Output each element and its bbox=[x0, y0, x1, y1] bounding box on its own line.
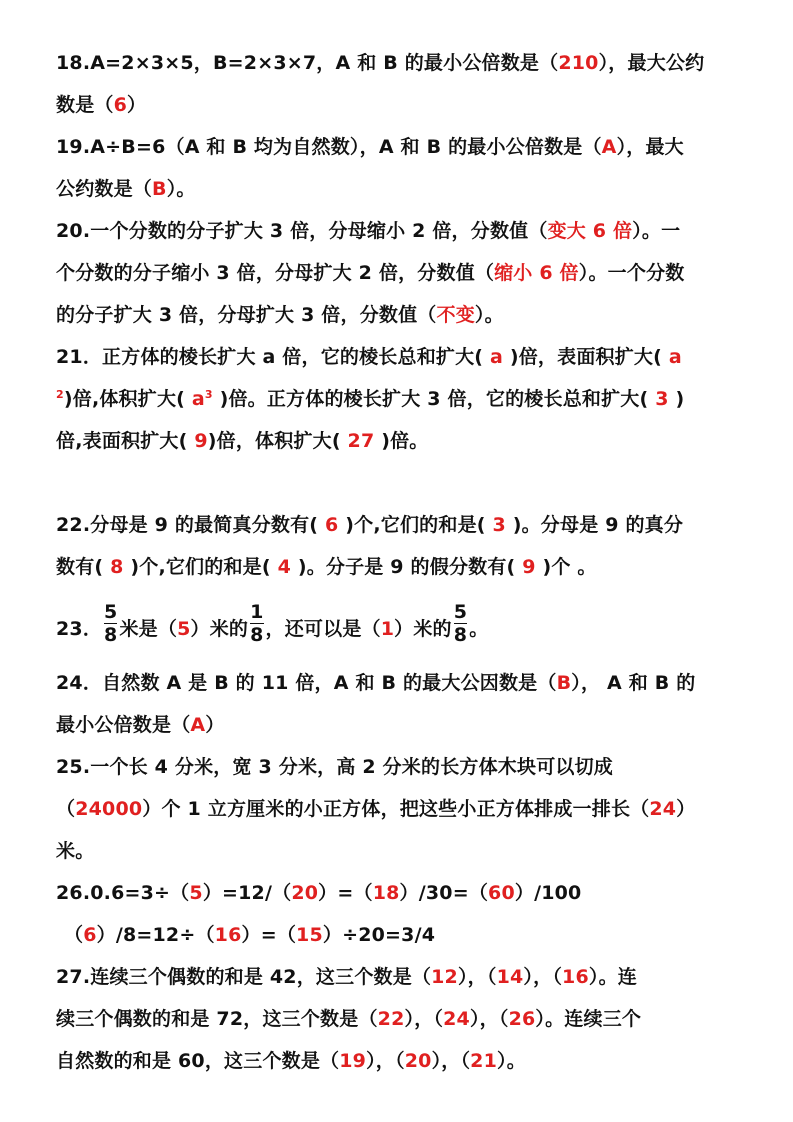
q23-number: 23． bbox=[56, 618, 103, 640]
q22-text: 数有( bbox=[56, 556, 104, 578]
q26-answer-6: 16 bbox=[214, 924, 242, 946]
q19-text: ）。 bbox=[166, 178, 196, 200]
q25-line3 bbox=[56, 830, 746, 872]
q20-answer-2: 缩小 6 倍 bbox=[494, 262, 579, 284]
q23-answer-2: 1 bbox=[380, 618, 395, 640]
q21-text: 21．正方体的棱长扩大 a 倍，它的棱长总和扩大( bbox=[56, 346, 484, 368]
q26-text: ）=（ bbox=[241, 924, 297, 946]
q25-answer-count: 24000 bbox=[75, 798, 143, 820]
q25-text: 米。 bbox=[56, 840, 95, 862]
q18-text: ），最大公约 bbox=[598, 52, 705, 74]
q21-text: )倍,体积扩大( bbox=[63, 388, 186, 410]
q27-text: ），（ bbox=[457, 966, 497, 988]
q26-text: ）/30=（ bbox=[399, 882, 489, 904]
q18-text: ） bbox=[127, 94, 147, 116]
q25-text: ） bbox=[676, 798, 696, 820]
q26-line1 bbox=[56, 872, 746, 914]
q26-answer-2: 20 bbox=[291, 882, 319, 904]
q27-text: ），（ bbox=[366, 1050, 405, 1072]
q27-text: ），（ bbox=[404, 1008, 444, 1030]
q27-text: ）。 bbox=[497, 1050, 526, 1072]
q26-text: ）=（ bbox=[318, 882, 373, 904]
q25-text: （ bbox=[56, 798, 76, 820]
q26-answer-3: 18 bbox=[372, 882, 400, 904]
q26-line2 bbox=[56, 914, 746, 956]
q21-answer-2: a bbox=[662, 346, 682, 368]
q21-text: )倍。 bbox=[381, 430, 429, 452]
q26-text: ）/8=12÷（ bbox=[96, 924, 215, 946]
q22-text: )。分子是 9 的假分数有( bbox=[297, 556, 516, 578]
q21-line3 bbox=[56, 420, 746, 462]
q21-answer-3: $a^3$ bbox=[185, 388, 213, 410]
spacer bbox=[56, 462, 746, 504]
q26-text: ）÷20=3/4 bbox=[322, 924, 436, 946]
q20-line2 bbox=[56, 252, 746, 294]
q25-answer-length: 24 bbox=[649, 798, 677, 820]
q27-text: ），（ bbox=[469, 1008, 509, 1030]
q21-text: )倍。正方体的棱长扩大 3 倍，它的棱长总和扩大( bbox=[212, 388, 649, 410]
q24-line1 bbox=[56, 662, 746, 704]
q27-answer-8: 20 bbox=[404, 1050, 432, 1072]
fraction-1-8 bbox=[250, 602, 263, 645]
q27-line3 bbox=[56, 1040, 746, 1082]
q27-line1 bbox=[56, 956, 746, 998]
q19-line2 bbox=[56, 168, 746, 210]
q23-text: ，还可以是（ bbox=[265, 618, 381, 640]
q24-answer-gcd: B bbox=[556, 672, 572, 694]
q19-answer-gcd: B bbox=[152, 178, 167, 200]
q19-answer-lcm: A bbox=[601, 136, 617, 158]
q27-answer-1: 12 bbox=[431, 966, 458, 988]
q25-line1 bbox=[56, 746, 746, 788]
q20-text: 20.一个分数的分子扩大 3 倍，分母缩小 2 倍，分数值（ bbox=[56, 220, 548, 242]
q22-line2 bbox=[56, 546, 746, 588]
q27-answer-2: 14 bbox=[496, 966, 524, 988]
q21-answer-4: 3 bbox=[648, 388, 676, 410]
q20-line3 bbox=[56, 294, 746, 336]
q23-text: 米是（ bbox=[119, 618, 178, 640]
q27-answer-4: 22 bbox=[377, 1008, 405, 1030]
q20-answer-3: 不变 bbox=[436, 304, 475, 326]
q20-text: ）。一个分数 bbox=[578, 262, 685, 284]
q21-text: 倍,表面积扩大( bbox=[56, 430, 188, 452]
q19-text: 19.A÷B=6（A 和 B 均为自然数），A 和 B 的最小公倍数是（ bbox=[56, 136, 602, 158]
fraction-numerator: 5 bbox=[453, 601, 468, 623]
q24-text: ） bbox=[205, 714, 225, 736]
q27-answer-7: 19 bbox=[339, 1050, 367, 1072]
q22-answer-1: 6 bbox=[318, 514, 346, 536]
q20-text: ）。一 bbox=[632, 220, 681, 242]
q24-text: 最小公倍数是（ bbox=[56, 714, 191, 736]
q27-text: 续三个偶数的和是 72，这三个数是（ bbox=[56, 1008, 378, 1030]
q18-text: 数是（ bbox=[56, 94, 114, 116]
q18-answer-lcm: 210 bbox=[558, 52, 599, 74]
q24-line2 bbox=[56, 704, 746, 746]
q25-text: 25.一个长 4 分米，宽 3 分米，高 2 分米的长方体木块可以切成 bbox=[56, 756, 614, 778]
q22-text: )。分母是 9 的真分 bbox=[512, 514, 684, 536]
fraction-numerator: 1 bbox=[250, 601, 264, 623]
q20-text: ）。 bbox=[474, 304, 504, 326]
q27-text: ）。连续三个 bbox=[535, 1008, 642, 1030]
q27-answer-9: 21 bbox=[470, 1050, 498, 1072]
q21-line1 bbox=[56, 336, 746, 378]
q24-text: 24．自然数 A 是 B 的 11 倍，A 和 B 的最大公因数是（ bbox=[56, 672, 557, 694]
q21-answer-5: 9 bbox=[187, 430, 208, 452]
q23-answer-1: 5 bbox=[177, 618, 191, 640]
q18-line2 bbox=[56, 84, 746, 126]
q27-answer-3: 16 bbox=[562, 966, 589, 988]
q21-line2 bbox=[56, 378, 746, 420]
q26-text: ）/100 bbox=[514, 882, 582, 904]
q21-answer-2-exponent: 2 bbox=[56, 388, 64, 401]
q26-answer-1: 5 bbox=[189, 882, 203, 904]
q18-text: 18.A=2×3×5，B=2×3×7，A 和 B 的最小公倍数是（ bbox=[56, 52, 559, 74]
q23-line bbox=[56, 588, 746, 662]
q25-line2 bbox=[56, 788, 746, 830]
q19-line1 bbox=[56, 126, 746, 168]
q26-answer-7: 15 bbox=[296, 924, 323, 946]
q19-text: 公约数是（ bbox=[56, 178, 153, 200]
q22-answer-5: 9 bbox=[515, 556, 543, 578]
q22-text: )个,它们的和是( bbox=[345, 514, 486, 536]
fraction-5-8-b bbox=[454, 602, 467, 645]
fraction-denominator: 8 bbox=[104, 624, 118, 646]
q22-line1 bbox=[56, 504, 746, 546]
q20-line1 bbox=[56, 210, 746, 252]
q26-answer-5: 6 bbox=[83, 924, 97, 946]
q22-text: 22.分母是 9 的最简真分数有( bbox=[56, 514, 319, 536]
q27-text: ）。连 bbox=[588, 966, 637, 988]
q21-answer-1: a bbox=[483, 346, 510, 368]
q27-answer-6: 26 bbox=[508, 1008, 536, 1030]
q26-text: ）=12/（ bbox=[202, 882, 292, 904]
fraction-denominator: 8 bbox=[250, 624, 264, 646]
q26-text: 26.0.6=3÷（ bbox=[56, 882, 190, 904]
q22-text: )个,它们的和是( bbox=[130, 556, 271, 578]
q23-text: 。 bbox=[469, 618, 489, 640]
q26-answer-4: 60 bbox=[488, 882, 515, 904]
q20-answer-1: 变大 6 倍 bbox=[547, 220, 633, 242]
worksheet bbox=[56, 42, 746, 1082]
q19-text: ），最大 bbox=[616, 136, 684, 158]
q18-answer-gcd: 6 bbox=[113, 94, 128, 116]
fraction-denominator: 8 bbox=[453, 624, 468, 646]
q27-text: ），（ bbox=[523, 966, 563, 988]
q22-answer-3: 8 bbox=[103, 556, 131, 578]
q26-text: （ bbox=[64, 924, 84, 946]
q27-answer-5: 24 bbox=[443, 1008, 470, 1030]
q24-answer-lcm: A bbox=[190, 714, 206, 736]
q22-answer-2: 3 bbox=[485, 514, 513, 536]
fraction-5-8 bbox=[104, 602, 117, 645]
q25-text: ）个 1 立方厘米的小正方体，把这些小正方体排成一排长（ bbox=[142, 798, 650, 820]
q22-answer-4: 4 bbox=[270, 556, 298, 578]
q27-text: 27.连续三个偶数的和是 42，这三个数是（ bbox=[56, 966, 432, 988]
q21-text: )倍，体积扩大( bbox=[207, 430, 341, 452]
fraction-numerator: 5 bbox=[104, 601, 118, 623]
q21-answer-6: 27 bbox=[340, 430, 382, 452]
q27-line2 bbox=[56, 998, 746, 1040]
q21-text: )倍，表面积扩大( bbox=[509, 346, 663, 368]
q27-text: ），（ bbox=[431, 1050, 471, 1072]
q21-answer-3-exponent: 3 bbox=[204, 388, 213, 401]
q27-text: 自然数的和是 60，这三个数是（ bbox=[56, 1050, 340, 1072]
q20-text: 的分子扩大 3 倍，分母扩大 3 倍，分数值（ bbox=[56, 304, 437, 326]
q21-text: ) bbox=[675, 388, 685, 410]
q20-text: 个分数的分子缩小 3 倍，分母扩大 2 倍，分数值（ bbox=[56, 262, 495, 284]
q23-text: ）米的 bbox=[394, 618, 452, 640]
q18-line1 bbox=[56, 42, 746, 84]
q24-text: ）， A 和 B 的 bbox=[571, 672, 696, 694]
q23-text: ）米的 bbox=[190, 618, 249, 640]
q22-text: )个 。 bbox=[542, 556, 597, 578]
